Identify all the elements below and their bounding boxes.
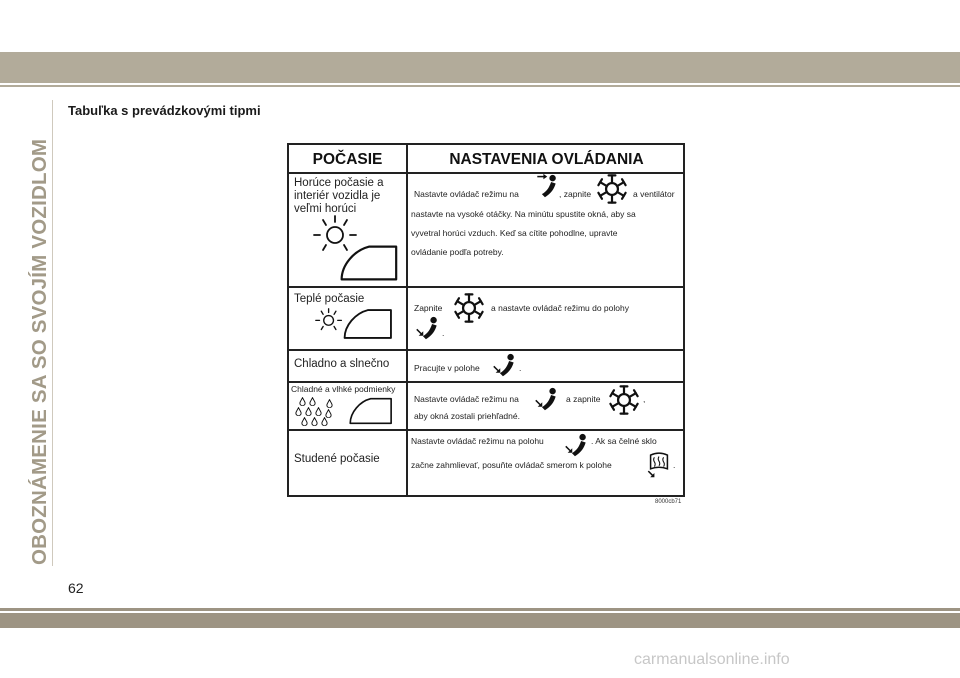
footer-rule [0,608,960,611]
tip-text: . Ak sa čelné sklo [591,436,657,446]
header-band [0,52,960,83]
tip-text: . [673,460,676,470]
windshield-icon [335,307,399,341]
weather-cell-cold-humid [291,384,395,394]
tip-text: Nastavte ovládač režimu na [414,394,519,404]
row-divider [289,349,683,351]
floor-vent-icon [565,431,591,457]
floor-vent-icon [416,314,445,340]
weather-cell-warm [294,293,364,306]
tip-text: Zapnite [414,303,443,313]
tip-text: Pracujte v polohe [414,363,480,373]
weather-line: Horúce počasie a [294,177,384,189]
weather-cell-cold [294,453,380,466]
tip-text: a ventilátor [633,189,675,199]
watermark: carmanualsonline.info [634,651,790,668]
weather-line: Chladno a slnečno [294,358,390,370]
weather-cell-hot [294,177,384,216]
weather-line: Teplé počasie [294,293,365,305]
tip-text: , [643,394,646,404]
tip-text: ovládanie podľa potreby. [411,247,504,257]
snowflake-icon [607,383,641,417]
footer-band [0,613,960,628]
weather-line: veľmi horúci [294,203,357,215]
defrost-icon [646,452,672,478]
row-divider [289,429,683,431]
rain-drops-icon [295,397,341,429]
tip-text: . [519,363,522,373]
snowflake-icon [452,291,486,325]
operating-tips-table [287,143,685,497]
tip-text: Nastavte ovládač režimu na polohu [411,436,544,446]
windshield-icon [339,396,401,426]
tip-text: Nastavte ovládač režimu na [414,189,519,199]
figure-code: 8000cb71 [655,499,682,505]
tip-text: vyvetral horúci vzduch. Keď sa cítite pohodlne, upravte [411,228,618,238]
windshield-icon [333,243,403,283]
weather-line: interiér vozidla je [294,190,381,202]
tip-text: aby okná zostali priehľadné. [414,411,520,421]
weather-header: POČASIE [312,151,383,168]
settings-header: NASTAVENIA OVLÁDANIA [449,151,644,168]
snowflake-icon [595,172,629,206]
column-divider [406,145,408,495]
tip-text: , zapnite [559,189,592,199]
section-title: Tabuľka s prevádzkovými tipmi [68,103,261,118]
weather-cell-cold-sunny [294,358,389,371]
tip-text: a zapnite [566,394,601,404]
tip-text: . [442,328,445,338]
tip-text: začne zahmlievať, posuňte ovládač smerom k polohe [411,460,612,470]
header-rule [0,85,960,87]
page-number: 62 [68,580,84,596]
sidebar-divider [52,100,53,566]
floor-vent-icon [535,385,561,411]
row-divider [289,286,683,288]
tip-text: a nastavte ovládač režimu do polohy [491,303,629,313]
floor-vent-icon [493,351,522,377]
weather-line: Studené počasie [294,453,380,465]
sidebar-chapter-title: OBOZNÁMENIE SA SO SVOJÍM VOZIDLOM [28,138,51,565]
weather-line: Chladné a vlhké podmienky [291,384,396,394]
tip-text: nastavte na vysoké otáčky. Na minútu spustite okná, aby sa [411,209,636,219]
panel-vent-icon [535,172,561,198]
